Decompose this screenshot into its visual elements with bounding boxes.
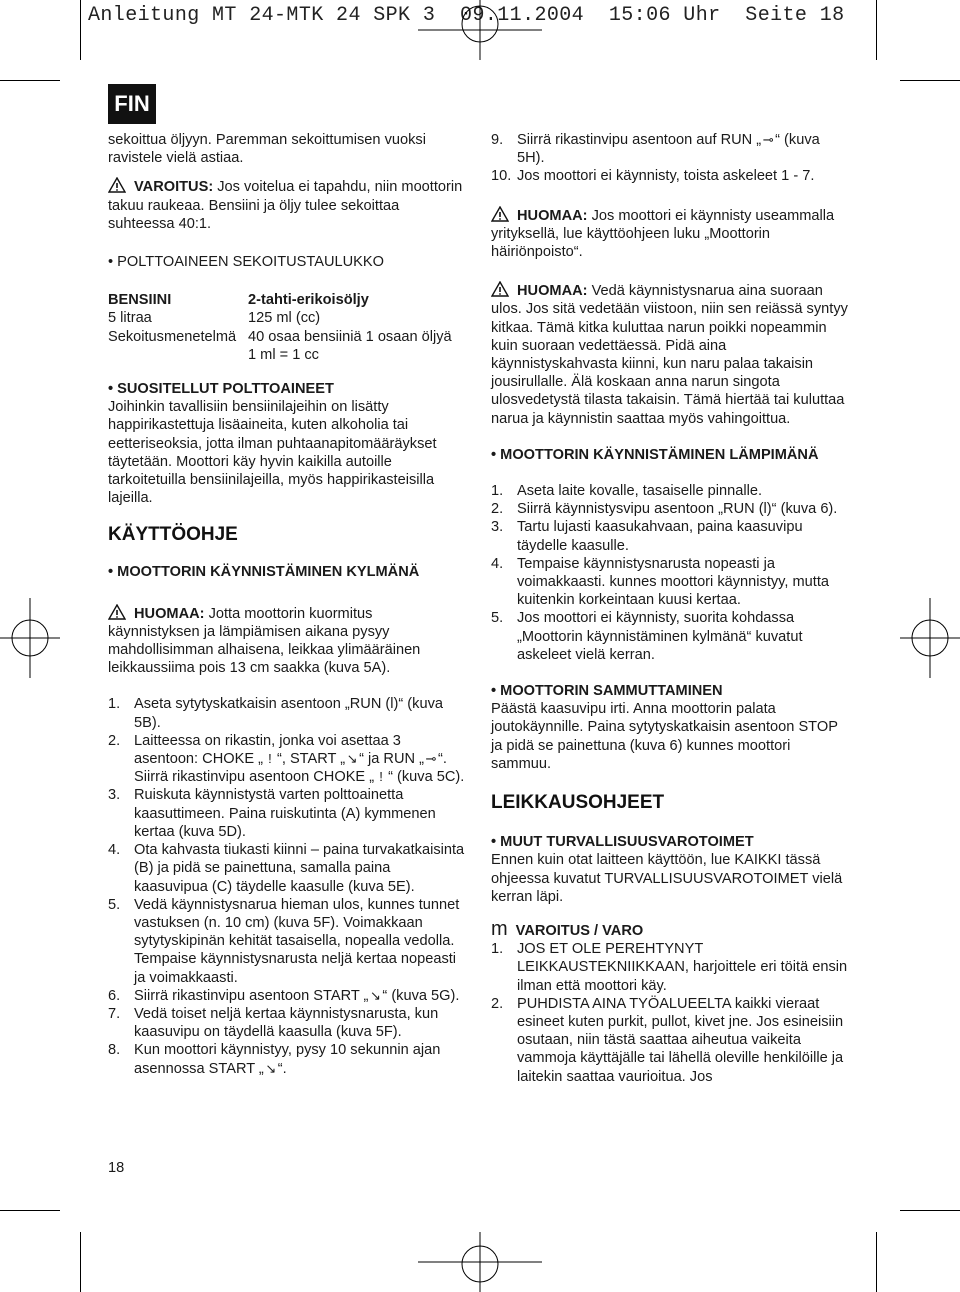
- page-number: 18: [108, 1160, 125, 1176]
- crop-mark: [876, 1232, 877, 1292]
- left-column: [108, 131, 468, 1078]
- warning-text: Jos voitelua ei tapahdu, niin moottorin takuu raukeaa. Bensiini ja öljy tulee sekoittaa suhteessa 40:1.: [108, 179, 463, 232]
- warning-triangle-icon: [491, 206, 509, 222]
- table-row: [108, 328, 468, 346]
- note-text: Vedä käynnistysnarua aina suoraan ulos. Jos sitä vedetään viistoon, niin sen reiässä syntyy kitkaa. Tämä kitka kuluttaa narun poikki nopeammin kuin suoraan vedettäessä. Pidä aina käynnistyskahvasta kiinni, kun naru palaa takaisin jousirullalle. Älä koskaan anna narun singota ulosvedetystä tilasta takaisin. Tämä hiertää tai kuluttaa narua ja käynnistin saattaa myös vahingoittua.: [491, 283, 848, 427]
- step-text: Tartu lujasti kaasukahvaan, paina kaasuvipu täydelle kaasulle.: [517, 519, 803, 554]
- step-text: “. Siirrä rikastinvipu asentoon CHOKE „: [134, 751, 447, 786]
- warning-triangle-icon: [491, 281, 509, 297]
- list-item: [491, 482, 851, 500]
- list-item: [491, 995, 851, 1086]
- step-text: Siirrä rikastinvipu asentoon START „: [134, 987, 369, 1004]
- crop-mark: [80, 0, 81, 60]
- list-item: [491, 131, 851, 167]
- step-number: 3.: [491, 519, 504, 536]
- list-item: [108, 1005, 468, 1041]
- intro-text: sekoittua öljyyn. Paremman sekoittumisen vuoksi ravistele vielä astiaa.: [108, 132, 426, 167]
- crop-mark: [876, 0, 877, 60]
- step-number: 5.: [108, 896, 121, 913]
- list-item: [491, 518, 851, 554]
- step-text: Jos moottori ei käynnisty, suorita kohdassa „Moottorin käynnistäminen kylmänä“ kuvatut askeleet vielä kerran.: [517, 610, 803, 663]
- step-text: Siirrä käynnistysvipu asentoon „RUN (l)“ (kuva 6).: [517, 501, 838, 518]
- note-paragraph: [108, 604, 468, 678]
- step-text: PUHDISTA AINA TYÖALUEELTA kaikki vieraat esineet kuten purkit, pullot, kivet jne. Jos esineisiin osutaan, niin tästä saattaa aiheutua vaikeita vammoja käyttäjälle tai lähellä oleville henkilöille ja laitekin saattaa vaurioitua. Jos: [517, 995, 844, 1085]
- warning-heading: [491, 917, 851, 940]
- list-item: [108, 987, 468, 1005]
- list-item: [108, 732, 468, 787]
- step-text: Aseta sytytyskatkaisin asentoon „RUN (l)“ (kuva 5B).: [134, 696, 443, 731]
- note-label: HUOMAA:: [517, 283, 588, 300]
- table-cell: 1 ml = 1 cc: [248, 346, 319, 363]
- fuel-table-heading-text: • POLTTOAINEEN SEKOITUSTAULUKKO: [108, 254, 384, 271]
- cutting-title: LEIKKAUSOHJEET: [491, 792, 665, 814]
- step-number: 2.: [108, 732, 121, 749]
- crop-mark: [900, 80, 960, 81]
- cold-start-steps-continued: [491, 131, 851, 186]
- registration-mark-icon: [418, 0, 542, 60]
- table-cell: 40 osaa bensiiniä 1 osaan öljyä: [248, 328, 452, 345]
- list-item: [108, 786, 468, 841]
- list-item: [108, 1041, 468, 1077]
- list-item: [491, 500, 851, 518]
- step-text: “ (kuva 5H).: [517, 132, 820, 167]
- run-symbol-icon: ⊸: [762, 132, 774, 147]
- step-text: “.: [277, 1060, 287, 1077]
- stop-text: Päästä kaasuvipu irti. Anna moottorin palata joutokäynnille. Paina sytytyskatkaisin asentoon STOP ja pidä se painettuna (kuva 6) kunnes moottori sammuu.: [491, 701, 838, 772]
- step-text: “ (kuva 5G).: [382, 987, 460, 1004]
- step-text: Aseta laite kovalle, tasaiselle pinnalle.: [517, 483, 762, 500]
- crop-mark: [80, 1232, 81, 1292]
- step-text: Vedä käynnistysnarua hieman ulos, kunnes tunnet vastuksen (n. 10 cm) (kuva 5F). Voimakkaan sytytyskipinän kehität tasaisella, nopealla vedolla. Tempaise käynnistysnarusta neljä kertaa nopeasti ja voimakkaasti.: [134, 896, 460, 986]
- recommended-fuels-text: Joihinkin tavallisiin bensiinilajeihin on lisätty happirikastettuja lisäaineita, kuten alkoholia tai eetteriseoksia, jotta ilman puhtaanapitomääräykset täytetään. Moottori käy hyvin kaikilla autoille tarkoitetuilla bensiinilajeilla, myös happirikasteisilla lajeilla.: [108, 399, 437, 507]
- step-text: JOS ET OLE PEREHTYNYT LEIKKAUSTEKNIIKKAAN, harjoittele eri töitä ensin ilman että moottori käy.: [517, 941, 848, 994]
- step-number: 4.: [491, 555, 504, 572]
- list-item: [491, 940, 851, 995]
- table-row: [108, 309, 468, 327]
- table-row: [108, 291, 468, 309]
- registration-mark-icon: [0, 598, 60, 678]
- note-label: HUOMAA:: [517, 207, 588, 224]
- warning-symbol-icon: m: [491, 917, 508, 940]
- note-text: Jos moottori ei käynnisty useammalla yrityksellä, lue käyttöohjeen luku „Moottorin häiriönpoisto“.: [491, 207, 835, 261]
- step-number: 5.: [491, 610, 504, 627]
- list-item: [108, 896, 468, 987]
- section-title: KÄYTTÖOHJE: [108, 524, 238, 546]
- start-symbol-icon: ↘: [369, 987, 381, 1003]
- warning-steps: [491, 940, 851, 1086]
- run-symbol-icon: ⊸: [425, 751, 437, 767]
- stop-heading: • MOOTTORIN SAMMUTTAMINEN: [491, 683, 723, 700]
- fuel-table-heading: [108, 253, 468, 271]
- crop-mark: [0, 80, 60, 81]
- step-number: 10.: [491, 168, 512, 185]
- note-paragraph: [491, 281, 851, 428]
- warning-paragraph: [108, 177, 468, 233]
- cold-start-steps: [108, 695, 468, 1077]
- step-text: Ota kahvasta tiukasti kiinni – paina turvakatkaisinta (B) ja pidä se painettuna, samalla paina kaasuvipua (C) täydelle kaasulle (kuva 5E).: [134, 842, 465, 895]
- step-text: Ruiskuta käynnistystä varten polttoainetta kaasuttimeen. Paina ruiskutinta (A) kymmenen kertaa (kuva 5D).: [134, 787, 436, 840]
- recommended-fuels-heading: • SUOSITELLUT POLTTOAINEET: [108, 381, 334, 398]
- right-column: [491, 131, 851, 1086]
- step-number: 9.: [491, 132, 504, 148]
- step-number: 1.: [491, 941, 504, 958]
- table-cell: Sekoitusmenetelmä: [108, 328, 237, 345]
- warning-triangle-icon: [108, 177, 126, 193]
- safety-heading: • MUUT TURVALLISUUSVAROTOIMET: [491, 834, 754, 851]
- table-cell: 2-tahti-erikoisöljy: [248, 292, 369, 309]
- registration-mark-icon: [900, 598, 960, 678]
- step-number: 7.: [108, 1005, 121, 1022]
- warning-label: VAROITUS:: [134, 179, 214, 196]
- step-text: “ (kuva 5C).: [388, 769, 465, 786]
- safety-text: Ennen kuin otat laitteen käyttöön, lue KAIKKI tässä ohjeessa kuvatut TURVALLISUUSVAROTOIMET vielä kerran läpi.: [491, 852, 843, 905]
- print-header: Anleitung MT 24-MTK 24 SPK 3 09.11.2004 15:06 Uhr Seite 18: [88, 4, 845, 27]
- start-symbol-icon: ↘: [265, 1060, 277, 1076]
- step-number: 2.: [491, 501, 504, 518]
- list-item: [491, 555, 851, 610]
- warning-triangle-icon: [108, 604, 126, 620]
- language-badge: FIN: [108, 84, 156, 124]
- list-item: [108, 841, 468, 896]
- step-number: 8.: [108, 1042, 121, 1059]
- note-label: HUOMAA:: [134, 605, 205, 622]
- step-text: Kun moottori käynnistyy, pysy 10 sekunnin ajan asennossa START „: [134, 1042, 441, 1077]
- step-text: Jos moottori ei käynnisty, toista askeleet 1 - 7.: [517, 168, 815, 185]
- registration-mark-icon: [418, 1232, 542, 1292]
- list-item: [108, 695, 468, 731]
- step-text: Laitteessa on rikastin, jonka voi asettaa 3 asentoon: CHOKE „: [134, 732, 401, 768]
- table-cell: 125 ml (cc): [248, 310, 321, 327]
- warning-heading-text: VAROITUS / VARO: [515, 922, 644, 939]
- step-text: “, START „: [276, 751, 346, 768]
- step-text: Vedä toiset neljä kertaa käynnistysnarusta, kun kaasuvipu on täydellä kaasulla (kuva 5F).: [134, 1005, 439, 1041]
- cold-start-heading: • MOOTTORIN KÄYNNISTÄMINEN KYLMÄNÄ: [108, 564, 420, 581]
- step-text: Tempaise käynnistysnarusta nopeasti ja voimakkaasti. kunnes moottori käynnistyy, mutta kuitenkin korkeintaan kuusi kertaa.: [517, 555, 829, 609]
- choke-symbol-icon: ǃ: [268, 751, 272, 767]
- note-paragraph: [491, 206, 851, 262]
- step-text: “ ja RUN „: [359, 751, 424, 768]
- warm-start-heading: • MOOTTORIN KÄYNNISTÄMINEN LÄMPIMÄNÄ: [491, 446, 819, 463]
- step-number: 2.: [491, 995, 504, 1012]
- step-number: 1.: [108, 696, 121, 713]
- crop-mark: [900, 1210, 960, 1211]
- step-number: 3.: [108, 787, 121, 804]
- list-item: [491, 609, 851, 664]
- list-item: [491, 167, 851, 185]
- step-number: 1.: [491, 483, 504, 500]
- step-number: 4.: [108, 842, 121, 859]
- note-text: Jotta moottorin kuormitus käynnistyksen ja lämpiämisen aikana pysyy mahdollisimman alhaisena, leikkaa ylimääräinen leikkaussiima pois 13 cm saakka (kuva 5A).: [108, 605, 421, 677]
- fuel-mix-table: [108, 291, 468, 364]
- table-row: [108, 346, 468, 364]
- table-cell: [108, 346, 248, 364]
- start-symbol-icon: ↘: [346, 751, 358, 767]
- table-cell: 5 litraa: [108, 310, 152, 327]
- choke-symbol-icon: ǃ: [379, 769, 383, 785]
- step-text: Siirrä rikastinvipu asentoon auf RUN „: [517, 132, 762, 148]
- step-number: 6.: [108, 987, 121, 1004]
- crop-mark: [0, 1210, 60, 1211]
- table-cell: BENSIINI: [108, 292, 172, 309]
- warm-start-steps: [491, 482, 851, 664]
